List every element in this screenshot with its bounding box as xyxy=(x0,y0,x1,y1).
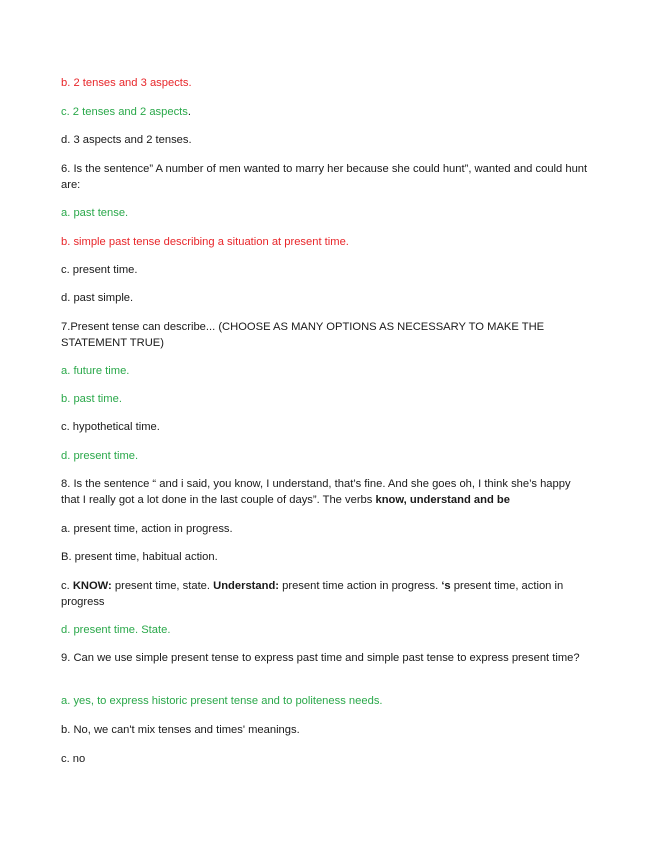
option-b-q8: B. present time, habitual action. xyxy=(61,551,218,563)
option-a-q9: a. yes, to express historic present tense and to politeness needs. xyxy=(61,695,383,707)
option-b-q6: b. simple past tense describing a situation at present time. xyxy=(61,236,349,248)
option-d-q6: d. past simple. xyxy=(61,292,134,304)
question-8-bold: know, understand and be xyxy=(375,494,510,506)
option-c-q9: c. no xyxy=(61,753,86,765)
option-d-q7: d. present time. xyxy=(61,450,139,462)
option-a-q8: a. present time, action in progress. xyxy=(61,523,233,535)
option-b-q7: b. past time. xyxy=(61,393,122,405)
question-8 xyxy=(61,476,591,508)
option-b-q9: b. No, we can't mix tenses and times' meanings. xyxy=(61,724,300,736)
q8c-bold3: ‘s xyxy=(441,580,451,592)
option-a-q6: a. past tense. xyxy=(61,207,129,219)
option-d-q8: d. present time. State. xyxy=(61,624,171,636)
option-b-q5: b. 2 tenses and 3 aspects. xyxy=(61,77,192,89)
question-6: 6. Is the sentence” A number of men wanted to marry her because she could hunt”, wanted and could hunt are: xyxy=(61,163,588,191)
q8c-bold1: KNOW: xyxy=(72,580,112,592)
question-7: 7.Present tense can describe... (CHOOSE AS MANY OPTIONS AS NECESSARY TO MAKE THE STATEMENT TRUE) xyxy=(61,321,545,349)
q8c-bold2: Understand: xyxy=(213,580,280,592)
option-c-q7: c. hypothetical time. xyxy=(61,421,160,433)
q8c-part1: c. xyxy=(61,580,73,592)
option-c-q8 xyxy=(61,578,591,610)
option-c-q6: c. present time. xyxy=(61,264,138,276)
option-a-q7: a. future time. xyxy=(61,365,130,377)
q8c-part3: present time action in progress. xyxy=(279,580,442,592)
option-c-q5 xyxy=(61,104,591,120)
q8c-part4: present time, action in progress xyxy=(61,580,564,608)
option-d-q5: d. 3 aspects and 2 tenses. xyxy=(61,134,192,146)
q8c-part2: present time, state. xyxy=(111,580,214,592)
question-8-text: 8. Is the sentence “ and i said, you know, I understand, that’s fine. And she goes oh, I think she’s happy that I really got a lot done in the last couple of days”. The verbs xyxy=(61,478,571,506)
option-c-q5-period: . xyxy=(187,106,191,118)
option-c-q5-text: c. 2 tenses and 2 aspects xyxy=(61,106,188,118)
question-9: 9. Can we use simple present tense to express past time and simple past tense to express present time? xyxy=(61,652,580,664)
